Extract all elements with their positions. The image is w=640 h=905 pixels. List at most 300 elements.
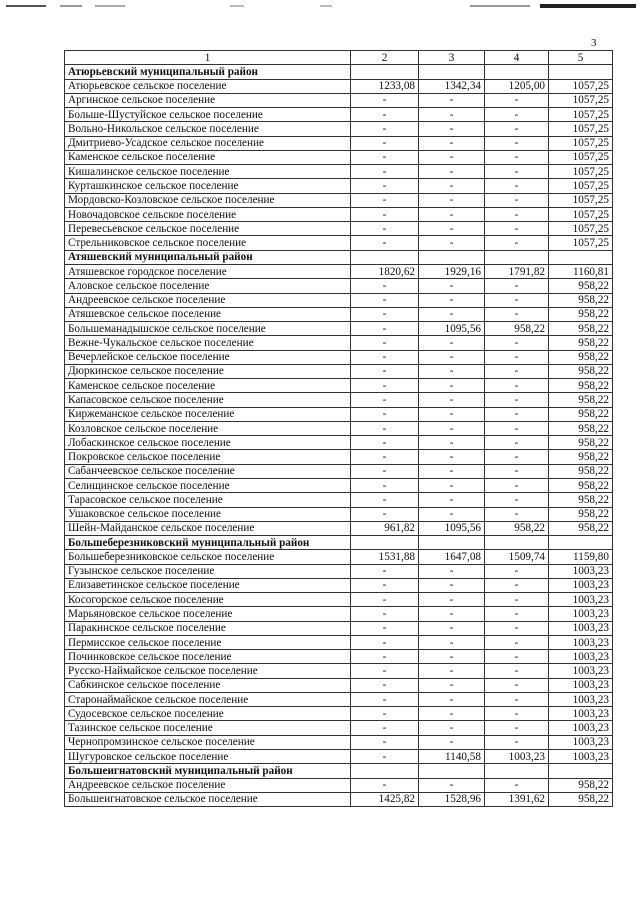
value-col-5: 958,22 bbox=[549, 450, 613, 464]
settlement-name: Новочадовское сельское поселение bbox=[65, 207, 351, 221]
value-col-5: 958,22 bbox=[549, 436, 613, 450]
value-col-3: - bbox=[419, 707, 485, 721]
settlement-name: Больше-Шустуйское сельское поселение bbox=[65, 108, 351, 122]
value-col-4: - bbox=[485, 421, 549, 435]
value-col-5: 1003,23 bbox=[549, 707, 613, 721]
settlement-name: Вечерлейское сельское поселение bbox=[65, 350, 351, 364]
value-col-4: 1391,62 bbox=[485, 792, 549, 806]
settlement-name: Паракинское сельское поселение bbox=[65, 621, 351, 635]
value-col-4: - bbox=[485, 364, 549, 378]
settlement-name: Лобаскинское сельское поселение bbox=[65, 436, 351, 450]
value-col-3: 1095,56 bbox=[419, 322, 485, 336]
value-col-4: - bbox=[485, 307, 549, 321]
settlement-name: Сабанчеевское сельское поселение bbox=[65, 464, 351, 478]
value-col-4: - bbox=[485, 350, 549, 364]
table-row bbox=[65, 621, 613, 635]
value-col-3: - bbox=[419, 635, 485, 649]
value-col-5: 1003,23 bbox=[549, 650, 613, 664]
value-col-4: 1205,00 bbox=[485, 79, 549, 93]
value-col-5: 958,22 bbox=[549, 521, 613, 535]
value-col-3: - bbox=[419, 379, 485, 393]
header-cell: 5 bbox=[549, 51, 613, 65]
value-col-2: - bbox=[351, 193, 419, 207]
value-col-5: 1003,23 bbox=[549, 635, 613, 649]
settlement-name: Косогорское сельское поселение bbox=[65, 593, 351, 607]
settlement-name: Большеманадышское сельское поселение bbox=[65, 322, 351, 336]
value-col-4: - bbox=[485, 336, 549, 350]
header-cell: 2 bbox=[351, 51, 419, 65]
value-col-3: - bbox=[419, 307, 485, 321]
value-col-5: 958,22 bbox=[549, 792, 613, 806]
value-col-4: 958,22 bbox=[485, 521, 549, 535]
table-row bbox=[65, 450, 613, 464]
value-col-5: 1003,23 bbox=[549, 721, 613, 735]
settlement-name: Марьяновское сельское поселение bbox=[65, 607, 351, 621]
value-col-5 bbox=[549, 250, 613, 264]
value-col-5: 1057,25 bbox=[549, 193, 613, 207]
value-col-2: - bbox=[351, 564, 419, 578]
value-col-2: - bbox=[351, 136, 419, 150]
table-row bbox=[65, 393, 613, 407]
settlement-name: Вольно-Никольское сельское поселение bbox=[65, 122, 351, 136]
value-col-2: - bbox=[351, 621, 419, 635]
value-col-2: - bbox=[351, 436, 419, 450]
header-cell: 4 bbox=[485, 51, 549, 65]
table-row bbox=[65, 421, 613, 435]
value-col-5: 1057,25 bbox=[549, 108, 613, 122]
settlement-name: Вежне-Чукальское сельское поселение bbox=[65, 336, 351, 350]
table-row bbox=[65, 436, 613, 450]
value-col-3: - bbox=[419, 607, 485, 621]
value-col-2: - bbox=[351, 165, 419, 179]
value-col-5: 1003,23 bbox=[549, 578, 613, 592]
value-col-4: - bbox=[485, 721, 549, 735]
table-row bbox=[65, 521, 613, 535]
value-col-5: 958,22 bbox=[549, 464, 613, 478]
settlement-name: Сабкинское сельское поселение bbox=[65, 678, 351, 692]
table-row bbox=[65, 650, 613, 664]
value-col-3: 1528,96 bbox=[419, 792, 485, 806]
value-col-2: - bbox=[351, 593, 419, 607]
value-col-3: - bbox=[419, 450, 485, 464]
header-cell: 1 bbox=[65, 51, 351, 65]
value-col-4: - bbox=[485, 236, 549, 250]
value-col-3: - bbox=[419, 136, 485, 150]
value-col-3: - bbox=[419, 364, 485, 378]
value-col-2 bbox=[351, 250, 419, 264]
value-col-2: - bbox=[351, 236, 419, 250]
table-row bbox=[65, 678, 613, 692]
table-row bbox=[65, 493, 613, 507]
value-col-3: - bbox=[419, 193, 485, 207]
page-number: 3 bbox=[591, 37, 597, 49]
value-col-4: 1509,74 bbox=[485, 550, 549, 564]
value-col-3: - bbox=[419, 621, 485, 635]
value-col-3: - bbox=[419, 478, 485, 492]
value-col-4: - bbox=[485, 179, 549, 193]
value-col-2: 1425,82 bbox=[351, 792, 419, 806]
value-col-4: - bbox=[485, 407, 549, 421]
value-col-4: - bbox=[485, 607, 549, 621]
table-row bbox=[65, 550, 613, 564]
settlement-name: Селищинское сельское поселение bbox=[65, 478, 351, 492]
value-col-3: 1342,34 bbox=[419, 79, 485, 93]
district-name: Атяшевский муниципальный район bbox=[65, 250, 351, 264]
value-col-3: - bbox=[419, 692, 485, 706]
value-col-3: - bbox=[419, 578, 485, 592]
value-col-3: - bbox=[419, 165, 485, 179]
value-col-5: 1160,81 bbox=[549, 264, 613, 278]
value-col-5: 958,22 bbox=[549, 279, 613, 293]
table-row bbox=[65, 635, 613, 649]
table-row bbox=[65, 593, 613, 607]
value-col-2: - bbox=[351, 692, 419, 706]
table-row bbox=[65, 179, 613, 193]
value-col-5: 1003,23 bbox=[549, 692, 613, 706]
table-row bbox=[65, 136, 613, 150]
value-col-4: - bbox=[485, 564, 549, 578]
district-heading-row bbox=[65, 764, 613, 778]
value-col-3: - bbox=[419, 93, 485, 107]
table-row bbox=[65, 293, 613, 307]
district-heading-row bbox=[65, 536, 613, 550]
value-col-2: - bbox=[351, 707, 419, 721]
value-col-3: - bbox=[419, 222, 485, 236]
table-row bbox=[65, 750, 613, 764]
district-name: Большеберезниковский муниципальный район bbox=[65, 536, 351, 550]
value-col-5: 1003,23 bbox=[549, 621, 613, 635]
value-col-2: - bbox=[351, 664, 419, 678]
value-col-5: 1003,23 bbox=[549, 664, 613, 678]
settlement-name: Старонаймайское сельское поселение bbox=[65, 692, 351, 706]
value-col-5: 1003,23 bbox=[549, 564, 613, 578]
value-col-3: - bbox=[419, 650, 485, 664]
settlement-name: Ушаковское сельское поселение bbox=[65, 507, 351, 521]
district-name: Атюрьевский муниципальный район bbox=[65, 65, 351, 79]
district-heading-row bbox=[65, 65, 613, 79]
value-col-4: 1791,82 bbox=[485, 264, 549, 278]
value-col-4: - bbox=[485, 207, 549, 221]
table-row bbox=[65, 735, 613, 749]
value-col-4 bbox=[485, 764, 549, 778]
table-row bbox=[65, 464, 613, 478]
settlement-name: Русско-Наймайское сельское поселение bbox=[65, 664, 351, 678]
settlement-name: Дмитриево-Усадское сельское поселение bbox=[65, 136, 351, 150]
settlement-name: Судосевское сельское поселение bbox=[65, 707, 351, 721]
table-row bbox=[65, 150, 613, 164]
value-col-5: 1057,25 bbox=[549, 207, 613, 221]
value-col-3 bbox=[419, 764, 485, 778]
value-col-5: 958,22 bbox=[549, 407, 613, 421]
value-col-2: 1531,88 bbox=[351, 550, 419, 564]
value-col-3: - bbox=[419, 778, 485, 792]
value-col-3: - bbox=[419, 236, 485, 250]
value-col-3 bbox=[419, 250, 485, 264]
value-col-2: - bbox=[351, 678, 419, 692]
value-col-4: - bbox=[485, 593, 549, 607]
settlement-name: Починковское сельское поселение bbox=[65, 650, 351, 664]
table-row bbox=[65, 578, 613, 592]
settlement-name: Атяшевское городское поселение bbox=[65, 264, 351, 278]
value-col-2 bbox=[351, 536, 419, 550]
settlement-name: Перевесьевское сельское поселение bbox=[65, 222, 351, 236]
value-col-3: - bbox=[419, 407, 485, 421]
value-col-4: - bbox=[485, 150, 549, 164]
settlement-name: Тарасовское сельское поселение bbox=[65, 493, 351, 507]
value-col-4: - bbox=[485, 450, 549, 464]
value-col-5 bbox=[549, 65, 613, 79]
value-col-3: - bbox=[419, 393, 485, 407]
settlement-name: Аргинское сельское поселение bbox=[65, 93, 351, 107]
table-row bbox=[65, 792, 613, 806]
value-col-5: 1003,23 bbox=[549, 750, 613, 764]
value-col-5: 958,22 bbox=[549, 379, 613, 393]
settlement-name: Капасовское сельское поселение bbox=[65, 393, 351, 407]
table-row bbox=[65, 122, 613, 136]
scan-edge-artifact bbox=[0, 0, 640, 14]
value-col-4: - bbox=[485, 664, 549, 678]
value-col-2: - bbox=[351, 607, 419, 621]
value-col-3: - bbox=[419, 421, 485, 435]
value-col-5: 958,22 bbox=[549, 293, 613, 307]
value-col-5: 958,22 bbox=[549, 393, 613, 407]
value-col-3: - bbox=[419, 436, 485, 450]
value-col-2: - bbox=[351, 336, 419, 350]
value-col-2: - bbox=[351, 721, 419, 735]
value-col-4: - bbox=[485, 678, 549, 692]
value-col-4: - bbox=[485, 293, 549, 307]
value-col-3: 1647,08 bbox=[419, 550, 485, 564]
value-col-5: 958,22 bbox=[549, 364, 613, 378]
value-col-2: - bbox=[351, 635, 419, 649]
value-col-4: - bbox=[485, 393, 549, 407]
value-col-4: - bbox=[485, 478, 549, 492]
value-col-3: - bbox=[419, 150, 485, 164]
value-col-5: 1057,25 bbox=[549, 165, 613, 179]
table-row bbox=[65, 336, 613, 350]
table-row bbox=[65, 193, 613, 207]
value-col-2: - bbox=[351, 735, 419, 749]
table-row bbox=[65, 264, 613, 278]
value-col-3: - bbox=[419, 179, 485, 193]
table-row bbox=[65, 93, 613, 107]
value-col-3: - bbox=[419, 336, 485, 350]
value-col-2: - bbox=[351, 750, 419, 764]
value-col-2: - bbox=[351, 222, 419, 236]
value-col-3: - bbox=[419, 721, 485, 735]
value-col-2: - bbox=[351, 578, 419, 592]
value-col-5: 1057,25 bbox=[549, 150, 613, 164]
value-col-4: - bbox=[485, 464, 549, 478]
value-col-2: - bbox=[351, 207, 419, 221]
settlement-name: Мордовско-Козловское сельское поселение bbox=[65, 193, 351, 207]
value-col-3: 1929,16 bbox=[419, 264, 485, 278]
value-col-3: - bbox=[419, 593, 485, 607]
table-row bbox=[65, 564, 613, 578]
table-row bbox=[65, 692, 613, 706]
value-col-5: 1057,25 bbox=[549, 179, 613, 193]
value-col-5: 1057,25 bbox=[549, 222, 613, 236]
table-row bbox=[65, 364, 613, 378]
value-col-5: 1003,23 bbox=[549, 593, 613, 607]
value-col-4: - bbox=[485, 279, 549, 293]
settlement-name: Елизаветинское сельское поселение bbox=[65, 578, 351, 592]
value-col-3: - bbox=[419, 293, 485, 307]
value-col-5: 1057,25 bbox=[549, 236, 613, 250]
table-row bbox=[65, 222, 613, 236]
settlement-name: Кишалинское сельское поселение bbox=[65, 165, 351, 179]
value-col-5: 1159,80 bbox=[549, 550, 613, 564]
value-col-2: - bbox=[351, 478, 419, 492]
value-col-4: - bbox=[485, 635, 549, 649]
value-col-3: - bbox=[419, 735, 485, 749]
value-col-4: - bbox=[485, 507, 549, 521]
value-col-4: - bbox=[485, 193, 549, 207]
table-row bbox=[65, 322, 613, 336]
value-col-5 bbox=[549, 536, 613, 550]
value-col-3: 1140,58 bbox=[419, 750, 485, 764]
value-col-2: - bbox=[351, 307, 419, 321]
settlement-name: Тазинское сельское поселение bbox=[65, 721, 351, 735]
value-col-5: 958,22 bbox=[549, 322, 613, 336]
value-col-5: 958,22 bbox=[549, 350, 613, 364]
value-col-5: 1057,25 bbox=[549, 79, 613, 93]
value-col-3 bbox=[419, 65, 485, 79]
table-row bbox=[65, 207, 613, 221]
value-col-2: - bbox=[351, 379, 419, 393]
settlement-name: Стрельниковское сельское поселение bbox=[65, 236, 351, 250]
value-col-5: 1057,25 bbox=[549, 122, 613, 136]
value-col-4: - bbox=[485, 165, 549, 179]
settlement-name: Покровское сельское поселение bbox=[65, 450, 351, 464]
value-col-2: - bbox=[351, 450, 419, 464]
value-col-2 bbox=[351, 764, 419, 778]
settlement-name: Киржеманское сельское поселение bbox=[65, 407, 351, 421]
value-col-5: 958,22 bbox=[549, 307, 613, 321]
table-row bbox=[65, 236, 613, 250]
value-col-4: - bbox=[485, 650, 549, 664]
value-col-3 bbox=[419, 536, 485, 550]
table-row bbox=[65, 664, 613, 678]
value-col-4: - bbox=[485, 578, 549, 592]
value-col-2: - bbox=[351, 650, 419, 664]
value-col-2: - bbox=[351, 507, 419, 521]
value-col-4: - bbox=[485, 707, 549, 721]
table-row bbox=[65, 279, 613, 293]
value-col-3: - bbox=[419, 678, 485, 692]
value-col-4 bbox=[485, 65, 549, 79]
value-col-3: - bbox=[419, 493, 485, 507]
value-col-2: - bbox=[351, 778, 419, 792]
table-row bbox=[65, 407, 613, 421]
value-col-3: - bbox=[419, 464, 485, 478]
value-col-3: 1095,56 bbox=[419, 521, 485, 535]
value-col-2: - bbox=[351, 279, 419, 293]
value-col-4: - bbox=[485, 222, 549, 236]
value-col-4: 1003,23 bbox=[485, 750, 549, 764]
table-row bbox=[65, 79, 613, 93]
table-row bbox=[65, 379, 613, 393]
value-col-2: 1820,62 bbox=[351, 264, 419, 278]
value-col-5: 958,22 bbox=[549, 507, 613, 521]
table-row bbox=[65, 778, 613, 792]
value-col-4: - bbox=[485, 493, 549, 507]
settlement-name: Каменское сельское поселение bbox=[65, 150, 351, 164]
table-row bbox=[65, 350, 613, 364]
value-col-4: - bbox=[485, 692, 549, 706]
table-row bbox=[65, 721, 613, 735]
table-row bbox=[65, 307, 613, 321]
table-row bbox=[65, 108, 613, 122]
settlement-name: Андреевское сельское поселение bbox=[65, 778, 351, 792]
value-col-5: 958,22 bbox=[549, 478, 613, 492]
table-row bbox=[65, 607, 613, 621]
table-row bbox=[65, 165, 613, 179]
value-col-2 bbox=[351, 65, 419, 79]
value-col-5 bbox=[549, 764, 613, 778]
value-col-4 bbox=[485, 250, 549, 264]
value-col-2: - bbox=[351, 122, 419, 136]
value-col-3: - bbox=[419, 350, 485, 364]
value-col-3: - bbox=[419, 108, 485, 122]
value-col-5: 1057,25 bbox=[549, 93, 613, 107]
value-col-2: 1233,08 bbox=[351, 79, 419, 93]
value-col-4 bbox=[485, 536, 549, 550]
settlement-name: Аловское сельское поселение bbox=[65, 279, 351, 293]
settlement-name: Атюрьевское сельское поселение bbox=[65, 79, 351, 93]
table-row bbox=[65, 478, 613, 492]
settlement-name: Андреевское сельское поселение bbox=[65, 293, 351, 307]
value-col-3: - bbox=[419, 664, 485, 678]
settlement-name: Большеберезниковское сельское поселение bbox=[65, 550, 351, 564]
value-col-2: - bbox=[351, 493, 419, 507]
value-col-4: - bbox=[485, 436, 549, 450]
value-col-4: 958,22 bbox=[485, 322, 549, 336]
value-col-2: - bbox=[351, 421, 419, 435]
settlement-name: Курташкинское сельское поселение bbox=[65, 179, 351, 193]
value-col-2: - bbox=[351, 93, 419, 107]
value-col-4: - bbox=[485, 735, 549, 749]
value-col-4: - bbox=[485, 136, 549, 150]
settlement-name: Гузынское сельское поселение bbox=[65, 564, 351, 578]
value-col-5: 1003,23 bbox=[549, 735, 613, 749]
settlement-name: Атяшевское сельское поселение bbox=[65, 307, 351, 321]
value-col-4: - bbox=[485, 108, 549, 122]
district-heading-row bbox=[65, 250, 613, 264]
settlement-name: Шугуровское сельское поселение bbox=[65, 750, 351, 764]
value-col-2: - bbox=[351, 108, 419, 122]
value-col-2: - bbox=[351, 364, 419, 378]
settlement-name: Козловское сельское поселение bbox=[65, 421, 351, 435]
value-col-4: - bbox=[485, 621, 549, 635]
settlement-name: Чернопромзинское сельское поселение bbox=[65, 735, 351, 749]
value-col-4: - bbox=[485, 93, 549, 107]
settlement-name: Большеигнатовское сельское поселение bbox=[65, 792, 351, 806]
value-col-4: - bbox=[485, 778, 549, 792]
settlement-name: Дюркинское сельское поселение bbox=[65, 364, 351, 378]
table-header-row bbox=[65, 51, 613, 65]
value-col-4: - bbox=[485, 122, 549, 136]
value-col-5: 958,22 bbox=[549, 778, 613, 792]
value-col-3: - bbox=[419, 207, 485, 221]
value-col-3: - bbox=[419, 564, 485, 578]
settlement-name: Шейн-Майданское сельское поселение bbox=[65, 521, 351, 535]
value-col-2: - bbox=[351, 150, 419, 164]
district-name: Большеигнатовский муниципальный район bbox=[65, 764, 351, 778]
value-col-2: - bbox=[351, 407, 419, 421]
value-col-5: 1003,23 bbox=[549, 678, 613, 692]
table-row bbox=[65, 507, 613, 521]
